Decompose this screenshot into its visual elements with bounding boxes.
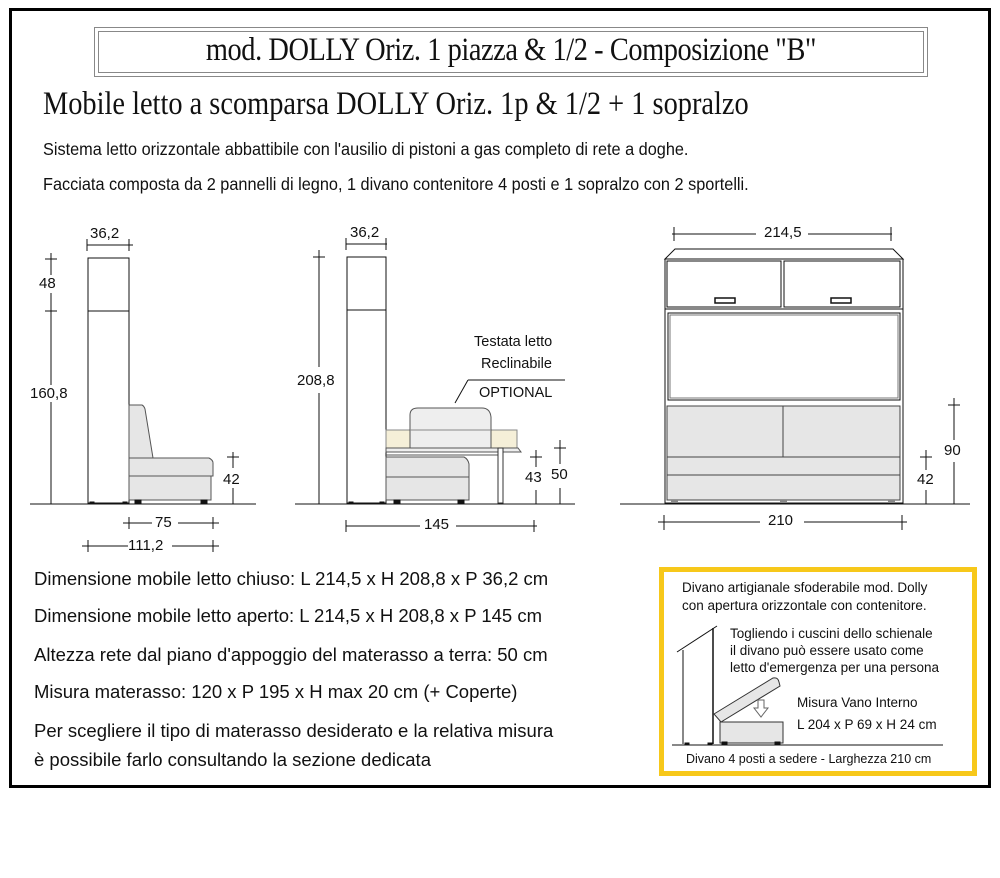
dim-front-sofa-width: 210: [768, 512, 794, 529]
spec-mattress-note-1: Per scegliere il tipo di materasso desiderato e la relativa misura: [34, 720, 554, 741]
description-line-2: Facciata composta da 2 pannelli di legno, 1 divano contenitore 4 posti e 1 sopralzo con 2 sportelli.: [43, 174, 749, 194]
spec-closed-dimensions: Dimensione mobile letto chiuso: L 214,5 x H 208,8 x P 36,2 cm: [34, 568, 549, 589]
dim-side-closed-seat-height: 42: [223, 471, 240, 488]
spec-bed-height: Altezza rete dal piano d'appoggio del materasso a terra: 50 cm: [34, 644, 548, 665]
dim-side-open-depth-145: 145: [424, 516, 450, 533]
spec-mattress-size: Misura materasso: 120 x P 195 x H max 20 cm (+ Coperte): [34, 681, 518, 702]
headboard-label-1: Testata letto: [474, 334, 553, 350]
dim-side-closed-top-height: 48: [39, 275, 56, 292]
description-line-1: Sistema letto orizzontale abbattibile con l'ausilio di pistoni a gas completo di rete a doghe.: [43, 139, 689, 159]
sofa-box-line-2: con apertura orizzontale con contenitore.: [682, 598, 927, 613]
title-box: [94, 27, 928, 77]
sofa-box-note-1: Togliendo i cuscini dello schienale: [730, 626, 933, 641]
dim-front-width: 214,5: [764, 224, 802, 241]
dim-side-open-total-height: 208,8: [297, 372, 335, 389]
sofa-box-note-3: letto d'emergenza per una persona: [730, 660, 939, 675]
dim-front-seat-height: 42: [917, 471, 934, 488]
dim-side-closed-total-depth: 111,2: [128, 537, 164, 554]
product-subtitle: Mobile letto a scomparsa DOLLY Oriz. 1p & 1/2 + 1 sopralzo: [43, 86, 749, 122]
dim-side-open-depth: 36,2: [350, 224, 380, 241]
headboard-label-optional: OPTIONAL: [479, 385, 553, 401]
dim-side-closed-body-height: 160,8: [30, 385, 68, 402]
sofa-box-line-1: Divano artigianale sfoderabile mod. Dolly: [682, 580, 928, 595]
sofa-box-note-2: il divano può essere usato come: [730, 643, 924, 658]
dim-side-closed-sofa-depth: 75: [155, 514, 172, 531]
sofa-box-vano-title: Misura Vano Interno: [797, 695, 918, 710]
spec-open-dimensions: Dimensione mobile letto aperto: L 214,5 x H 208,8 x P 145 cm: [34, 605, 543, 626]
dim-front-sofa-back-height: 90: [944, 442, 961, 459]
dim-side-open-43: 43: [525, 469, 542, 486]
page-title: mod. DOLLY Oriz. 1 piazza & 1/2 - Composizione "B": [205, 32, 817, 68]
headboard-label-2: Reclinabile: [481, 356, 552, 372]
spec-mattress-note-2: è possibile farlo consultando la sezione dedicata: [34, 749, 431, 770]
dim-side-open-50: 50: [551, 466, 568, 483]
sofa-box-footer: Divano 4 posti a sedere - Larghezza 210 cm: [686, 752, 932, 766]
dim-side-closed-depth: 36,2: [90, 225, 120, 242]
sofa-box-vano-size: L 204 x P 69 x H 24 cm: [797, 717, 937, 732]
